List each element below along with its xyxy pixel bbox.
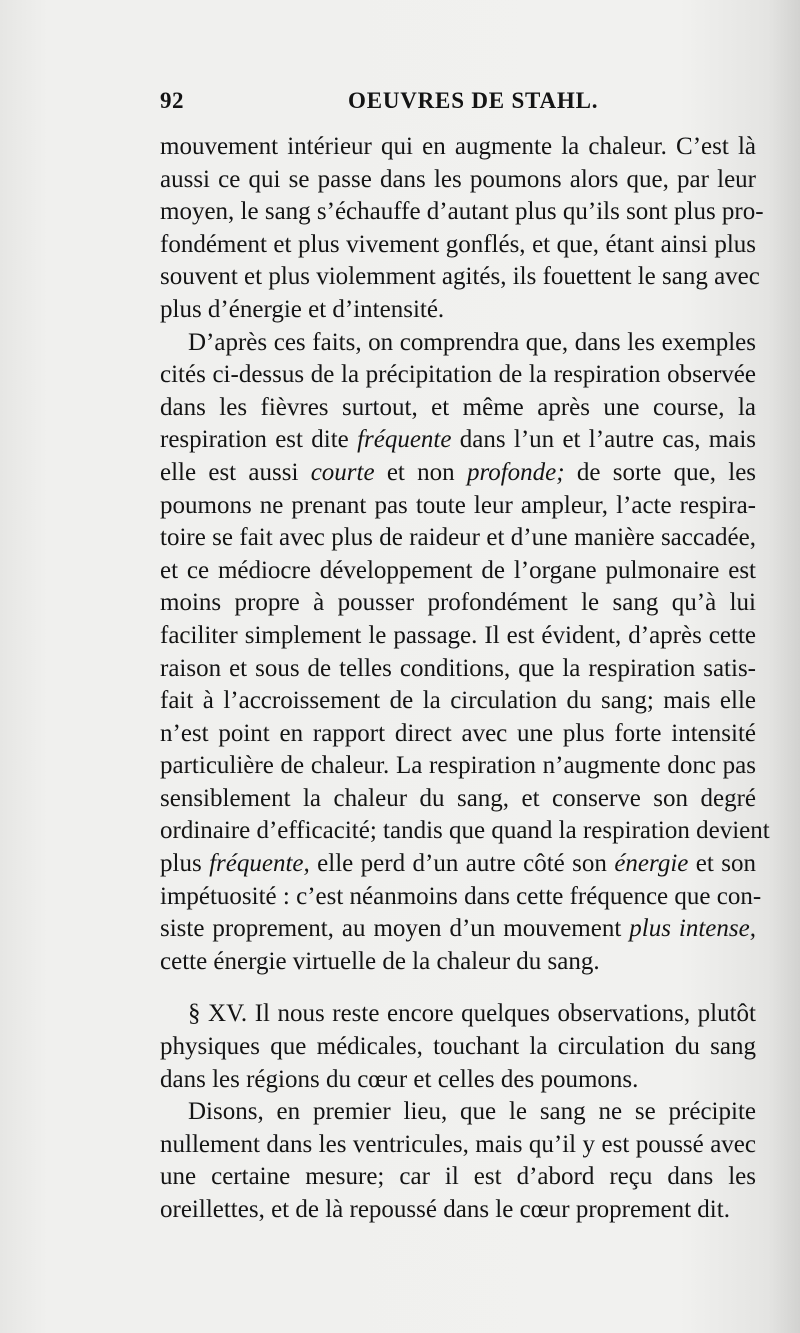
italic-text: profonde; xyxy=(466,458,565,486)
text-segment: et non xyxy=(374,458,467,486)
text-segment: plus xyxy=(160,850,210,878)
text-segment: moins propre à pousser profondément le sang qu’à lui xyxy=(160,589,756,617)
paragraph xyxy=(160,327,770,979)
text-segment: dans les fièvres surtout, et même après une course, la xyxy=(160,393,756,421)
text-segment: mouvement intérieur qui en augmente la chaleur. C’est là xyxy=(160,133,756,160)
text-segment: faciliter simplement le passage. Il est évident, d’après cette xyxy=(160,621,756,649)
text-segment: souvent et plus violemment agités, ils fouettent le sang avec xyxy=(160,263,760,291)
text-segment: de sorte que, les xyxy=(564,458,757,486)
page-number: 92 xyxy=(160,88,184,113)
italic-text: énergie xyxy=(614,850,689,878)
text-segment: oreillettes, et de là repoussé dans le cœur proprement dit. xyxy=(160,1196,730,1223)
italic-text: plus intense, xyxy=(629,915,756,943)
text-segment: dans les régions du cœur et celles des poumons. xyxy=(160,1065,639,1093)
text-segment: nullement dans les ventricules, mais qu’il y est poussé avec xyxy=(160,1130,756,1158)
text-segment: n’est point en rapport direct avec une plus forte intensité xyxy=(160,719,756,747)
text-segment: elle est aussi xyxy=(160,458,311,486)
text-line xyxy=(160,848,756,881)
text-line xyxy=(160,359,756,392)
text-line xyxy=(160,750,756,783)
paragraph xyxy=(160,998,756,1096)
text-line xyxy=(160,1161,756,1194)
text-line xyxy=(160,327,756,360)
text-line xyxy=(160,490,756,523)
text-line xyxy=(160,261,760,294)
text-line xyxy=(160,620,756,653)
running-title: OEUVRES DE STAHL. xyxy=(348,88,599,113)
text-segment: D’après ces faits, on comprendra que, dans les exemples xyxy=(188,328,756,356)
text-segment: fait à l’accroissement de la circulation du sang; mais elle xyxy=(160,687,756,715)
text-segment: physiques que médicales, touchant la circulation du sang xyxy=(160,1033,756,1061)
text-line xyxy=(160,229,756,262)
text-segment: cette énergie virtuelle de la chaleur du sang. xyxy=(160,947,600,975)
text-line xyxy=(160,424,756,457)
text-line xyxy=(160,881,762,914)
text-line xyxy=(160,685,756,718)
text-segment: cités ci-dessus de la précipitation de la respiration observée xyxy=(160,361,756,389)
text-segment: moyen, le sang s’échauffe d’autant plus qu’ils sont plus pro- xyxy=(160,198,764,226)
text-segment: toire se fait avec plus de raideur et d’une manière saccadée, xyxy=(160,524,756,552)
text-line xyxy=(160,1096,756,1129)
text-segment: une certaine mesure; car il est d’abord reçu dans les xyxy=(160,1163,756,1191)
text-line xyxy=(160,998,756,1031)
body-text xyxy=(160,131,770,1227)
paragraph xyxy=(160,131,764,327)
text-line xyxy=(160,587,756,620)
text-segment: et son xyxy=(688,850,756,878)
text-segment: impétuosité : c’est néanmoins dans cette fréquence que con- xyxy=(160,882,762,910)
text-line xyxy=(160,653,756,686)
text-segment: sensiblement la chaleur du sang, et conserve son degré xyxy=(160,784,756,812)
text-line xyxy=(160,913,756,946)
text-line xyxy=(160,294,756,327)
text-segment: et ce médiocre développement de l’organe pulmonaire est xyxy=(160,556,756,584)
text-segment: fondément et plus vivement gonflés, et que, étant ainsi plus xyxy=(160,230,756,258)
italic-text: fréquente, xyxy=(209,850,310,878)
text-segment: plus d’énergie et d’intensité. xyxy=(160,295,445,323)
text-segment: respiration est dite xyxy=(160,426,358,454)
text-line xyxy=(160,522,756,555)
text-line xyxy=(160,783,756,816)
italic-text: fréquente xyxy=(357,426,452,454)
text-segment: aussi ce qui se passe dans les poumons alors que, par leur xyxy=(160,165,756,193)
text-segment: dans l’un et l’autre cas, mais xyxy=(451,426,757,454)
text-segment: § XV. Il nous reste encore quelques observations, plutôt xyxy=(188,1000,756,1028)
paragraph xyxy=(160,1096,756,1226)
text-segment: Disons, en premier lieu, que le sang ne se précipite xyxy=(188,1098,756,1126)
text-line xyxy=(160,164,756,197)
text-line xyxy=(160,1129,756,1162)
text-line xyxy=(160,196,764,229)
text-line xyxy=(160,1064,756,1097)
text-line xyxy=(160,946,756,979)
text-line xyxy=(160,392,756,425)
text-line xyxy=(160,1031,756,1064)
page-header xyxy=(160,88,756,118)
text-line xyxy=(160,815,770,848)
text-segment: siste proprement, au moyen d’un mouvement xyxy=(160,915,630,943)
text-line xyxy=(160,131,756,164)
text-line xyxy=(160,555,756,588)
text-segment: particulière de chaleur. La respiration n’augmente donc pas xyxy=(160,752,756,780)
text-line xyxy=(160,457,756,490)
text-line xyxy=(160,1194,756,1227)
text-segment: poumons ne prenant pas toute leur ampleur, l’acte respira- xyxy=(160,491,756,519)
italic-text: courte xyxy=(310,458,375,486)
text-segment: elle perd d’un autre côté son xyxy=(309,850,615,878)
text-segment: ordinaire d’efficacité; tandis que quand la respiration devient xyxy=(160,817,770,845)
text-line xyxy=(160,718,756,751)
text-segment: raison et sous de telles conditions, que la respiration satis- xyxy=(160,654,756,682)
